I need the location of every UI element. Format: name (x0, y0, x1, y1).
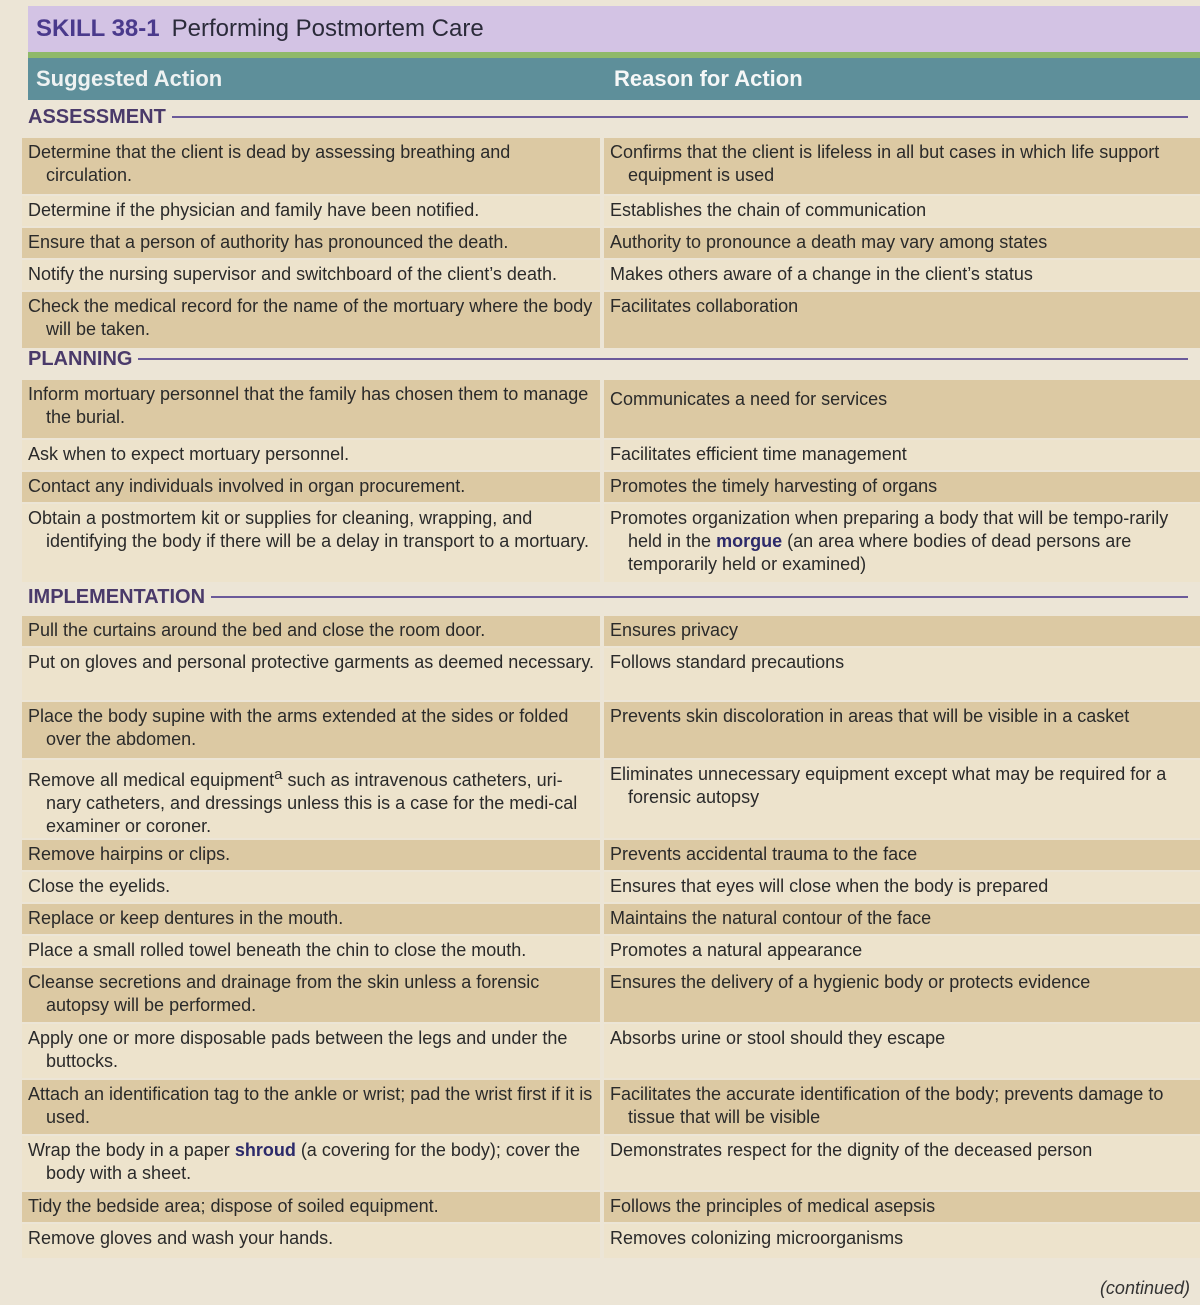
action-cell: Determine that the client is dead by assessing breathing and circulation. (22, 138, 600, 194)
table-row (22, 616, 1200, 646)
reason-cell: Communicates a need for services (604, 380, 1200, 438)
glossary-term: shroud (234, 1140, 296, 1160)
table-row (22, 904, 1200, 934)
reason-cell: Absorbs urine or stool should they escape (604, 1024, 1200, 1078)
reason-text: (an area where bodies of dead persons are temporarily held or examined) (628, 531, 1132, 574)
glossary-term: morgue (716, 531, 783, 551)
action-cell: Obtain a postmortem kit or supplies for cleaning, wrapping, and identifying the body if there will be a delay in transport to a mortuary. (22, 504, 600, 582)
action-cell: Inform mortuary personnel that the family has chosen them to manage the burial. (22, 380, 600, 438)
action-cell: Determine if the physician and family have been notified. (22, 196, 600, 226)
action-cell: Tidy the bedside area; dispose of soiled equipment. (22, 1192, 600, 1222)
reason-cell: Maintains the natural contour of the face (604, 904, 1200, 934)
action-cell: Apply one or more disposable pads between the legs and under the buttocks. (22, 1024, 600, 1078)
section-rule (211, 596, 1188, 598)
action-cell: Put on gloves and personal protective garments as deemed necessary. (22, 648, 600, 700)
skill-number: SKILL 38-1 (36, 15, 160, 42)
table-header (28, 58, 1200, 100)
reason-cell: Authority to pronounce a death may vary among states (604, 228, 1200, 258)
section-planning (28, 346, 1188, 372)
reason-cell: Establishes the chain of communication (604, 196, 1200, 226)
action-text: such as intravenous catheters, uri-nary catheters, and dressings unless this is a case for the medi-cal examiner or coroner. (46, 770, 578, 836)
table-row (22, 1080, 1200, 1134)
table-row (22, 380, 1200, 438)
action-cell (22, 760, 600, 838)
action-cell: Cleanse secretions and drainage from the skin unless a forensic autopsy will be performed. (22, 968, 600, 1022)
table-row (22, 138, 1200, 194)
header-reason-for-action: Reason for Action (614, 66, 803, 91)
reason-cell: Promotes a natural appearance (604, 936, 1200, 966)
table-row (22, 840, 1200, 870)
table-row (22, 504, 1200, 582)
table-row (22, 292, 1200, 348)
footnote-marker: a (274, 766, 283, 783)
header-suggested-action: Suggested Action (36, 66, 223, 91)
reason-cell: Ensures privacy (604, 616, 1200, 646)
table-row (22, 228, 1200, 258)
action-cell: Place the body supine with the arms extended at the sides or folded over the abdomen. (22, 702, 600, 758)
section-label: IMPLEMENTATION (28, 585, 206, 608)
reason-cell: Confirms that the client is lifeless in all but cases in which life support equipment is used (604, 138, 1200, 194)
action-cell: Replace or keep dentures in the mouth. (22, 904, 600, 934)
table-row (22, 872, 1200, 902)
skill-title: Performing Postmortem Care (171, 15, 484, 42)
table-row (22, 648, 1200, 700)
action-cell: Remove hairpins or clips. (22, 840, 600, 870)
action-cell (22, 1136, 600, 1190)
table-row (22, 1224, 1200, 1258)
action-text: Remove all medical equipment (28, 770, 275, 790)
action-cell: Notify the nursing supervisor and switchboard of the client’s death. (22, 260, 600, 290)
reason-cell: Ensures the delivery of a hygienic body or protects evidence (604, 968, 1200, 1022)
action-cell: Close the eyelids. (22, 872, 600, 902)
reason-cell: Prevents skin discoloration in areas that will be visible in a casket (604, 702, 1200, 758)
table-row (22, 196, 1200, 226)
reason-cell: Demonstrates respect for the dignity of the deceased person (604, 1136, 1200, 1190)
action-cell: Contact any individuals involved in organ procurement. (22, 472, 600, 502)
reason-cell: Makes others aware of a change in the client’s status (604, 260, 1200, 290)
continued-note: (continued) (1099, 1278, 1190, 1298)
action-cell: Attach an identification tag to the ankle or wrist; pad the wrist first if it is used. (22, 1080, 600, 1134)
action-text: Wrap the body in a paper (28, 1140, 235, 1160)
table-row (22, 968, 1200, 1022)
action-text: (a covering for the body); cover the body with a sheet. (46, 1140, 580, 1183)
reason-cell: Prevents accidental trauma to the face (604, 840, 1200, 870)
table-row (22, 760, 1200, 838)
action-cell: Place a small rolled towel beneath the chin to close the mouth. (22, 936, 600, 966)
action-cell: Check the medical record for the name of the mortuary where the body will be taken. (22, 292, 600, 348)
table-row (22, 472, 1200, 502)
section-implementation (28, 584, 1188, 610)
section-label: ASSESSMENT (28, 105, 166, 128)
reason-cell: Facilitates the accurate identification of the body; prevents damage to tissue that will be visible (604, 1080, 1200, 1134)
table-row (22, 1136, 1200, 1190)
table-row (22, 260, 1200, 290)
reason-cell: Follows standard precautions (604, 648, 1200, 700)
reason-cell: Removes colonizing microorganisms (604, 1224, 1200, 1258)
title-bar (28, 6, 1200, 52)
reason-cell: Facilitates efficient time management (604, 440, 1200, 470)
table-row (22, 440, 1200, 470)
action-cell: Ask when to expect mortuary personnel. (22, 440, 600, 470)
reason-cell (604, 504, 1200, 582)
section-label: PLANNING (28, 347, 133, 370)
table-row (22, 1192, 1200, 1222)
section-rule (172, 116, 1188, 118)
section-assessment (28, 104, 1188, 130)
action-cell: Ensure that a person of authority has pronounced the death. (22, 228, 600, 258)
table-row (22, 1024, 1200, 1078)
table-row (22, 936, 1200, 966)
action-cell: Pull the curtains around the bed and close the room door. (22, 616, 600, 646)
reason-cell: Ensures that eyes will close when the body is prepared (604, 872, 1200, 902)
reason-text: Promotes organization when preparing a body that will be tempo-rarily held in the (610, 508, 1169, 551)
reason-cell: Follows the principles of medical asepsis (604, 1192, 1200, 1222)
action-cell: Remove gloves and wash your hands. (22, 1224, 600, 1258)
reason-cell: Facilitates collaboration (604, 292, 1200, 348)
reason-cell: Eliminates unnecessary equipment except what may be required for a forensic autopsy (604, 760, 1200, 838)
table-row (22, 702, 1200, 758)
section-rule (138, 358, 1188, 360)
reason-cell: Promotes the timely harvesting of organs (604, 472, 1200, 502)
